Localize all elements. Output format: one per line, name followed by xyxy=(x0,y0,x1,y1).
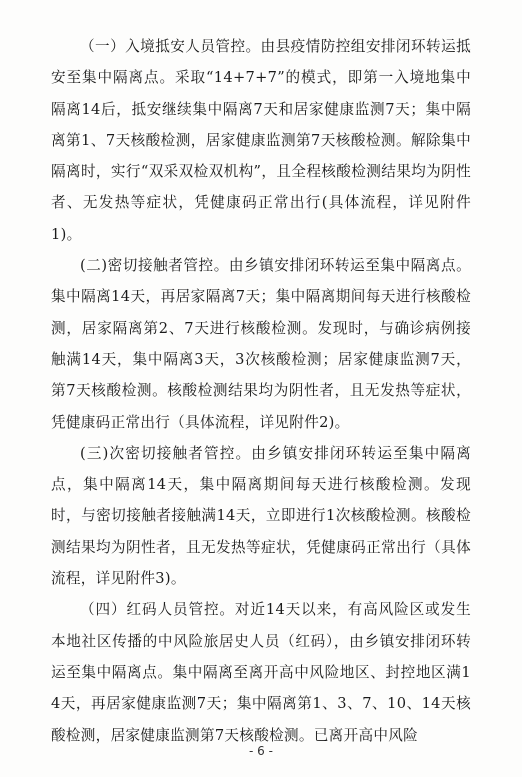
paragraph-inbound-personnel: （一）入境抵安人员管控。由县疫情防控组安排闭环转运抵安至集中隔离点。采取“14+7+7”的模式，即第一入境地集中隔离14后，抵安继续集中隔离7天和居家健康监测7天；集中隔离第1、7天核酸检测，居家健康监测第7天核酸检测。解除集中隔离时，实行“双采双检双机构”，且全程核酸检测结果均为阴性者、无发热等症状，凭健康码正常出行(具体流程，详见附件1)。 xyxy=(51,38,471,243)
paragraph-close-contacts: (二)密切接触者管控。由乡镇安排闭环转运至集中隔离点。集中隔离14天，再居家隔离7天；集中隔离期间每天进行核酸检测，居家隔离第2、7天进行核酸检测。发现时，与确诊病例接触满14天，集中隔离3天，3次核酸检测；居家健康监测7天，第7天核酸检测。核酸检测结果均为阴性者，且无发热等症状，凭健康码正常出行（具体流程，详见附件2)。 xyxy=(51,257,471,431)
page-number: - 6 - xyxy=(249,744,273,758)
paragraph-secondary-contacts: (三)次密切接触者管控。由乡镇安排闭环转运至集中隔离点，集中隔离14天，集中隔离期间每天进行核酸检测。发现时，与密切接触者接触满14天，立即进行1次核酸检测。核酸检测结果均为阴性者，且无发热等症状，凭健康码正常出行（具体流程，详见附件3)。 xyxy=(51,444,471,588)
paragraph-red-code-personnel: （四）红码人员管控。对近14天以来，有高风险区或发生本地社区传播的中风险旅居史人员（红码），由乡镇安排闭环转运至集中隔离点。集中隔离至离开高中风险地区、封控地区满14天，再居家健康监测7天；集中隔离第1、3、7、10、14天核酸检测，居家健康监测第7天核酸检测。已离开高中风险 xyxy=(51,601,471,744)
document-body xyxy=(51,31,471,751)
